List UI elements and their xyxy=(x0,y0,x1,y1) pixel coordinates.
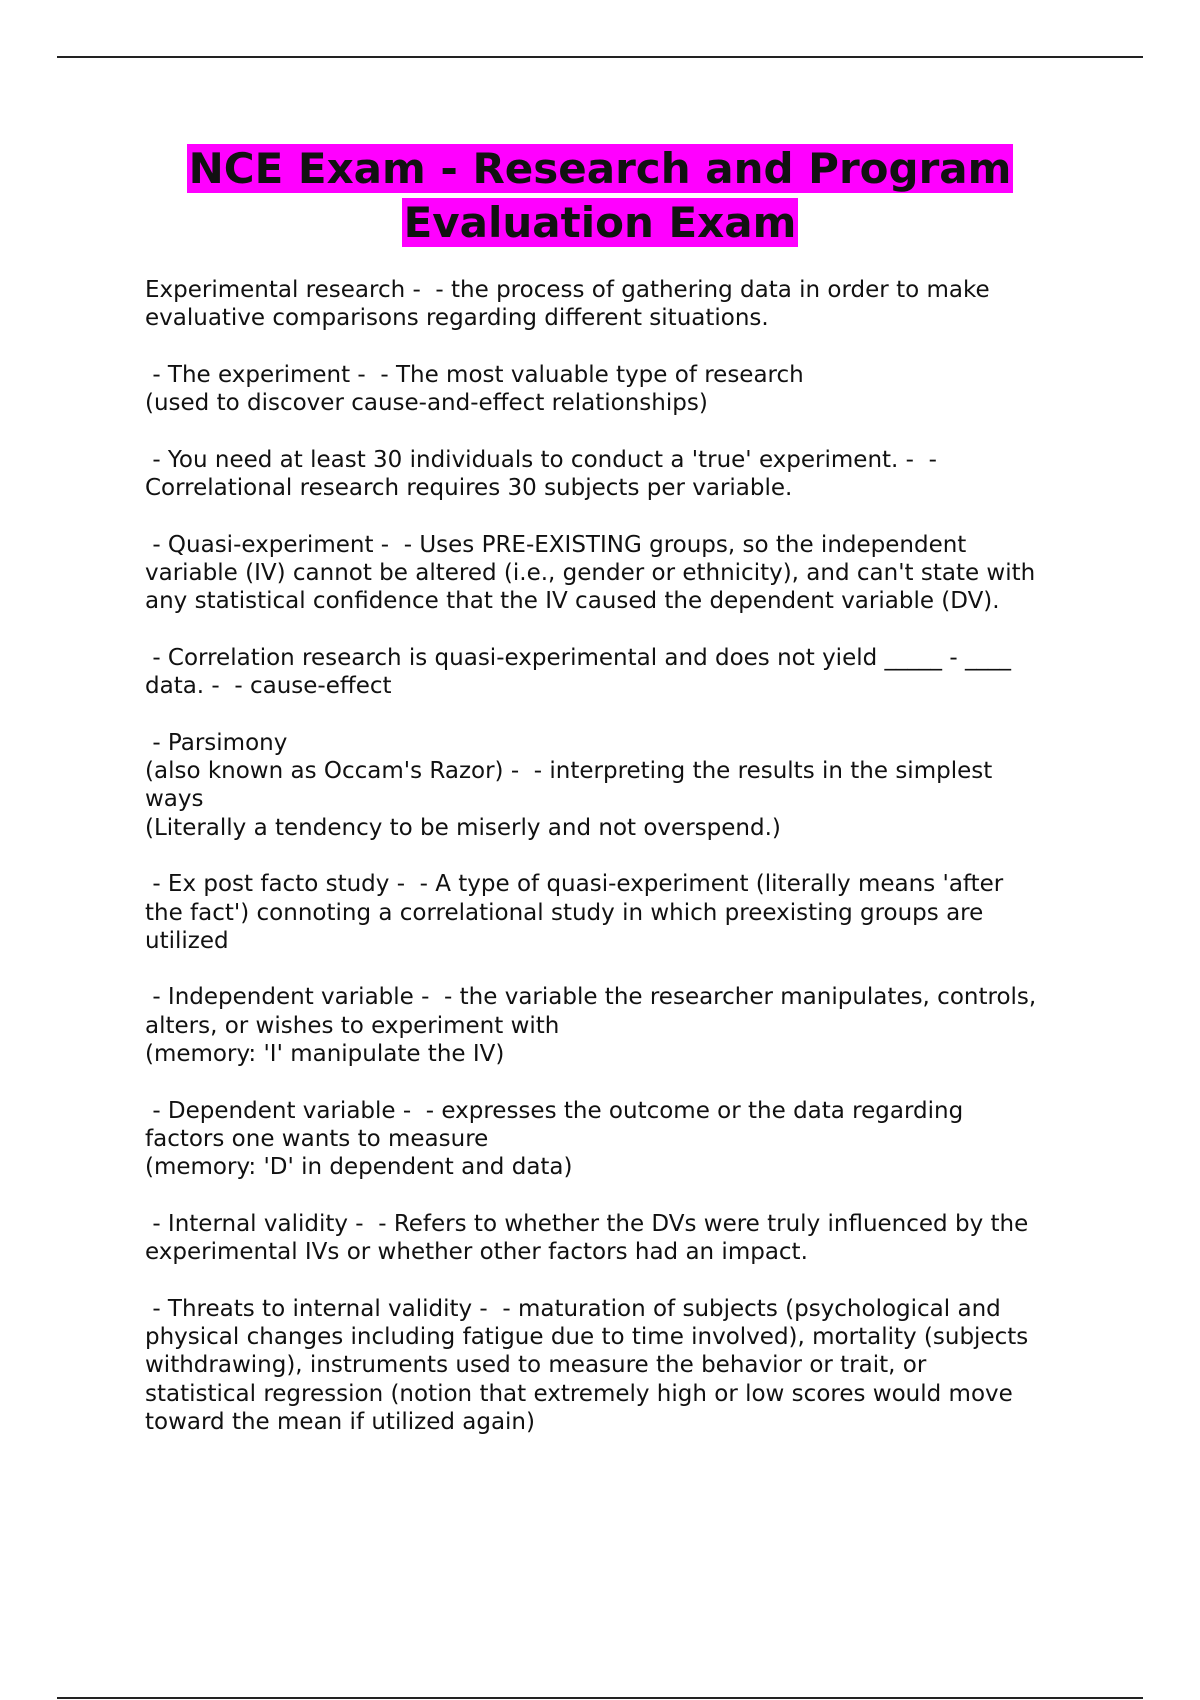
entry-threats-internal-validity: - Threats to internal validity - - maturation of subjects (psychological and physical changes including fatigue due to time involved), mortality (subjects withdrawing), instruments used to measure the behavior or trait, or statistical regression (notion that extremely high or low scores would move toward the mean if utilized again) xyxy=(145,1295,1029,1435)
entry-the-experiment: - The experiment - - The most valuable type of research (used to discover cause-and-effect relationships) xyxy=(145,361,804,417)
entry-dependent-variable: - Dependent variable - - expresses the outcome or the data regarding factors one wants to measure (memory: 'D' in dependent and data) xyxy=(145,1097,964,1181)
top-divider xyxy=(57,56,1143,58)
entry-quasi-experiment: - Quasi-experiment - - Uses PRE-EXISTING groups, so the independent variable (IV) cannot be altered (i.e., gender or ethnicity), and can't state with any statistical confidence that the IV caused the dependent variable (DV). xyxy=(145,531,1036,615)
entry-sample-size: - You need at least 30 individuals to conduct a 'true' experiment. - - Correlational research requires 30 subjects per variable. xyxy=(145,446,937,502)
title-line-1: NCE Exam - Research and Program xyxy=(188,144,1012,193)
flashcard-list xyxy=(145,276,1095,1464)
entry-independent-variable: - Independent variable - - the variable the researcher manipulates, controls, alters, or wishes to experiment with (memory: 'I' manipulate the IV) xyxy=(145,984,1037,1068)
title-line-2: Evaluation Exam xyxy=(403,198,797,247)
bottom-divider xyxy=(57,1697,1143,1699)
entry-internal-validity: - Internal validity - - Refers to whether the DVs were truly influenced by the experimental IVs or whether other factors had an impact. xyxy=(145,1210,1029,1266)
entry-parsimony: - Parsimony (also known as Occam's Razor) - - interpreting the results in the simplest ways (Literally a tendency to be miserly and not overspend.) xyxy=(145,729,993,841)
page-title xyxy=(100,142,1100,250)
entry-ex-post-facto: - Ex post facto study - - A type of quasi-experiment (literally means 'after the fact') connoting a correlational study in which preexisting groups are utilized xyxy=(145,871,1004,954)
entry-correlation-research: - Correlation research is quasi-experimental and does not yield _____ - ____ data. - - cause-effect xyxy=(145,644,1011,700)
entry-experimental-research: Experimental research - - the process of gathering data in order to make evaluative comparisons regarding different situations. xyxy=(145,277,990,332)
